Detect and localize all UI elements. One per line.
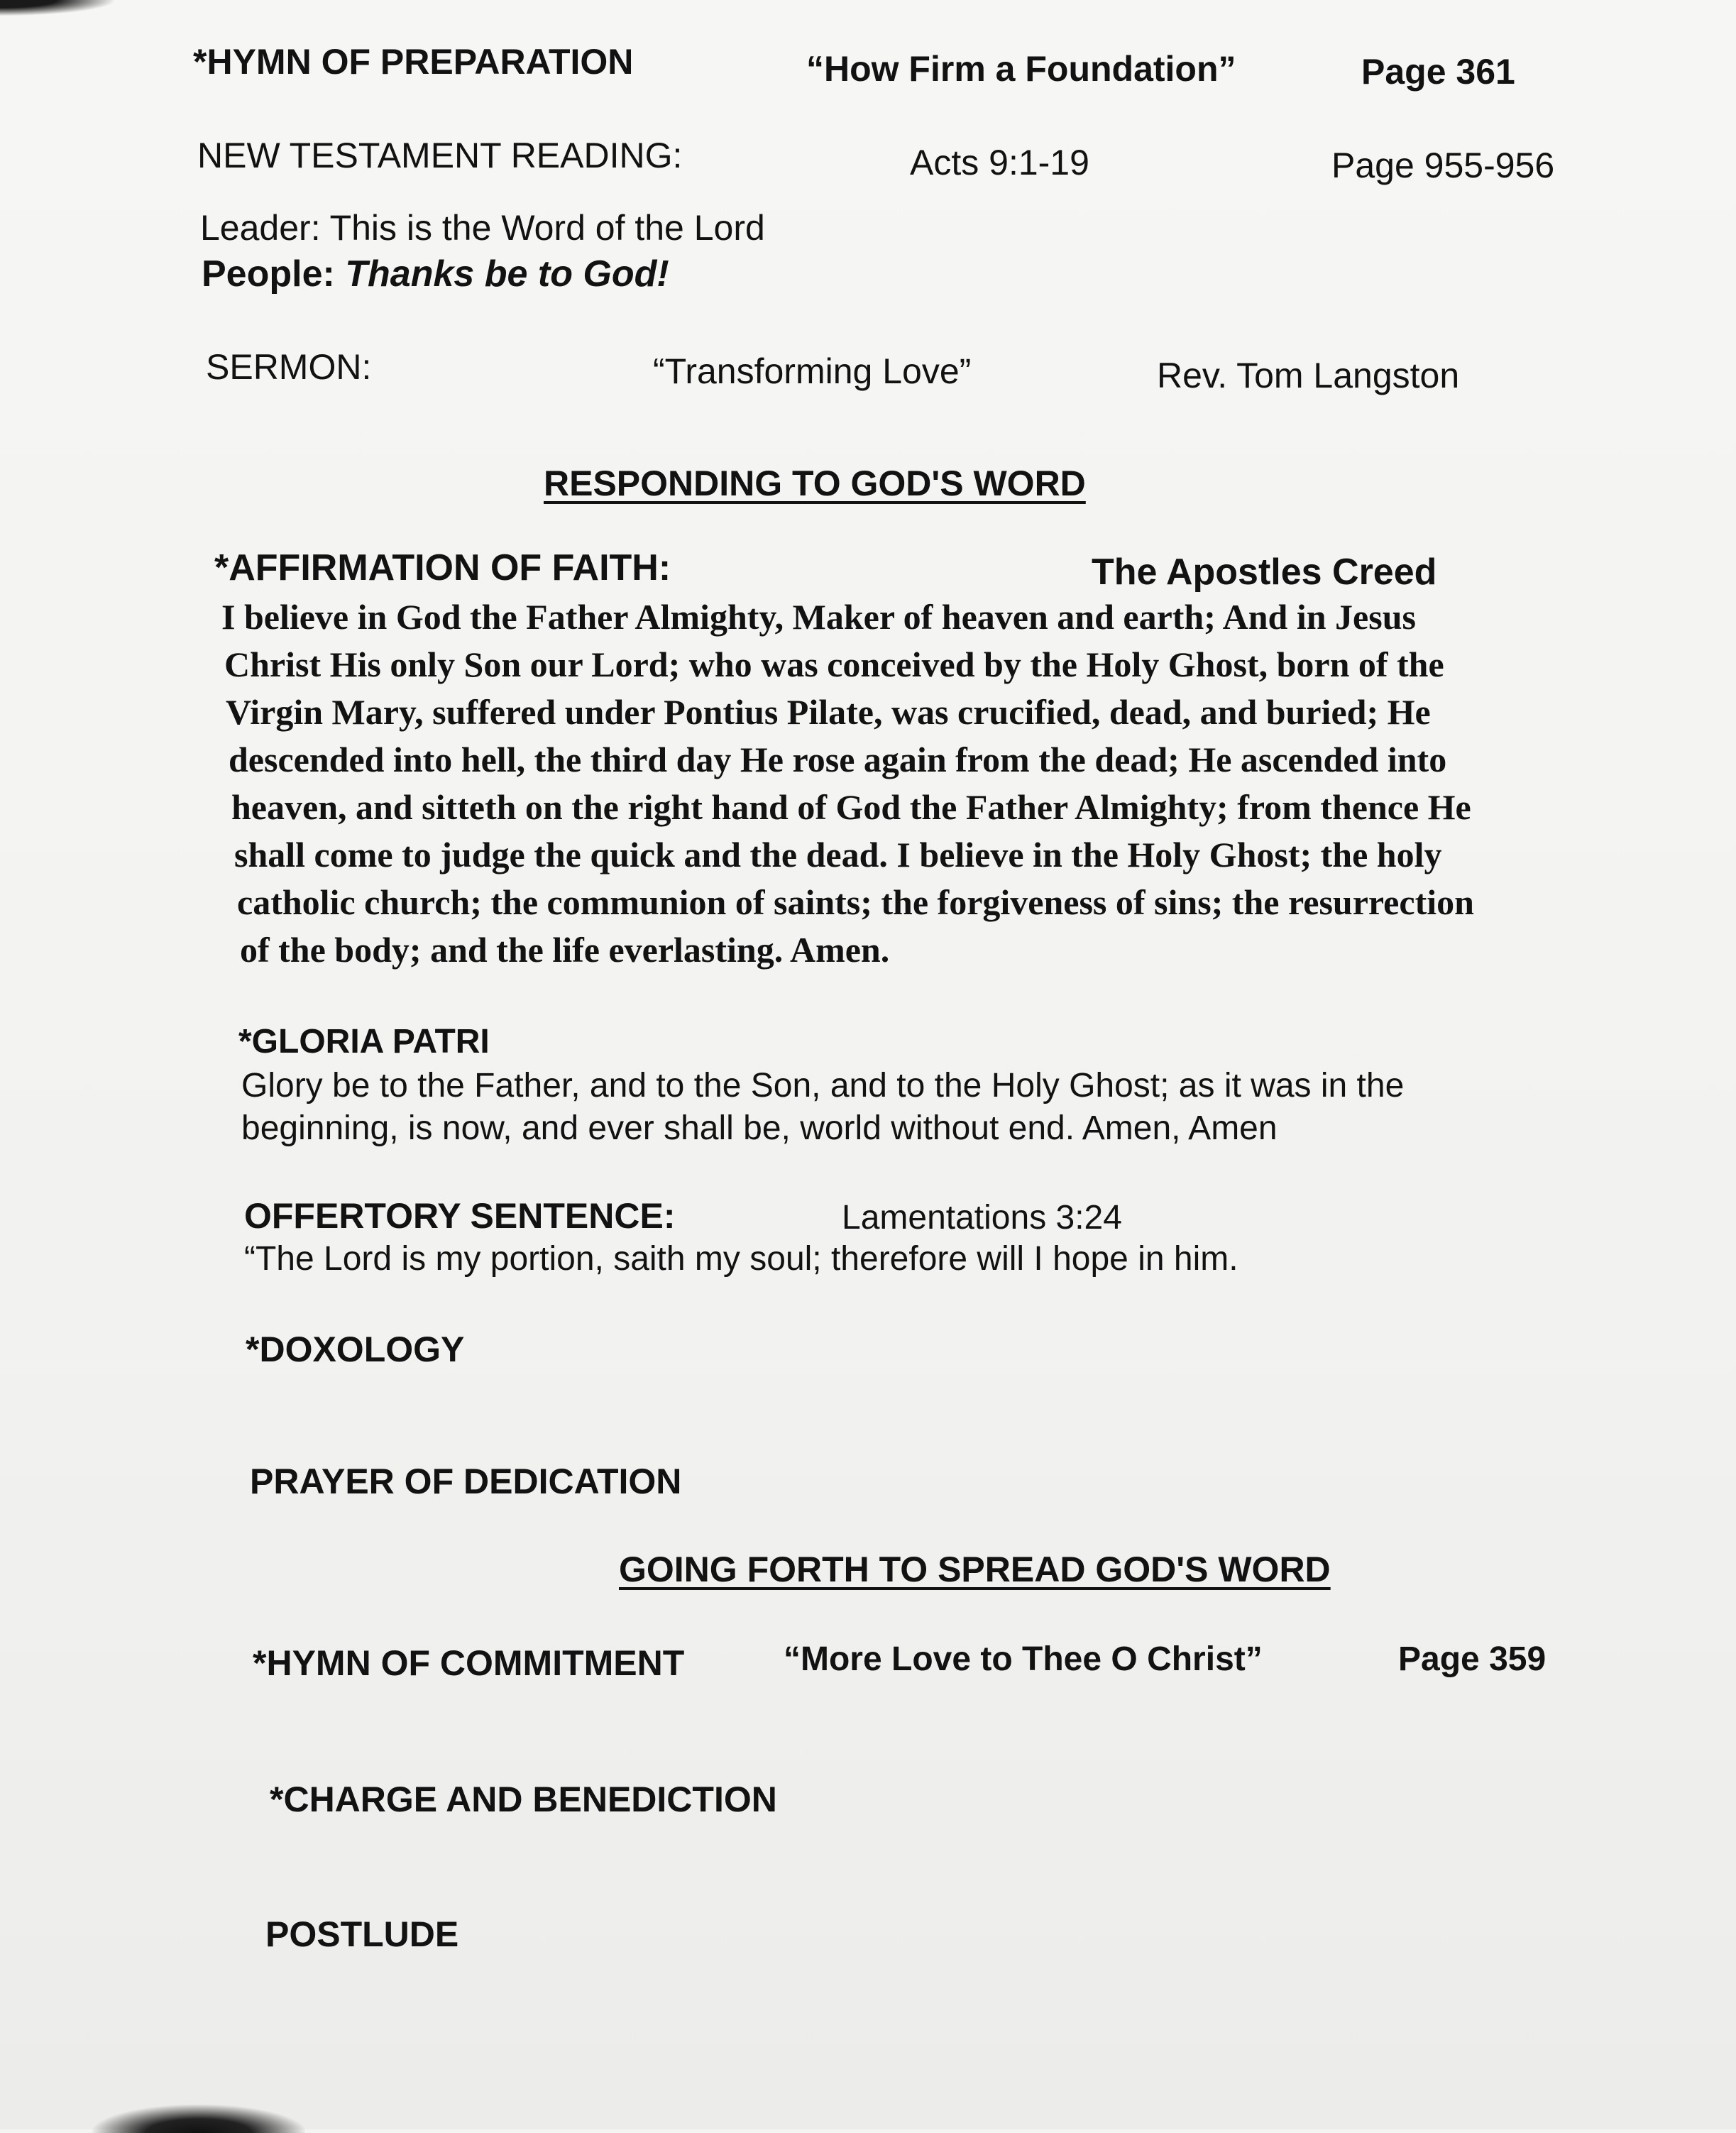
scan-shadow-top <box>0 0 114 16</box>
prayer-dedication-label: PRAYER OF DEDICATION <box>250 1462 682 1501</box>
sermon-title: “Transforming Love” <box>653 351 972 391</box>
gloria-label: *GLORIA PATRI <box>238 1023 490 1060</box>
creed-line-3: Virgin Mary, suffered under Pontius Pilate, was crucified, dead, and buried; He <box>226 692 1431 732</box>
section-responding-heading: RESPONDING TO GOD'S WORD <box>544 464 1086 503</box>
section-going-forth-heading: GOING FORTH TO SPREAD GOD'S WORD <box>619 1550 1331 1589</box>
gloria-line-1: Glory be to the Father, and to the Son, and to the Holy Ghost; as it was in the <box>241 1067 1405 1104</box>
offertory-label: OFFERTORY SENTENCE: <box>244 1196 676 1236</box>
sermon-label: SERMON: <box>206 347 372 387</box>
creed-line-7: catholic church; the communion of saints; the forgiveness of sins; the resurrection <box>237 882 1474 922</box>
hymn-commitment-page: Page 359 <box>1398 1640 1547 1678</box>
creed-line-1: I believe in God the Father Almighty, Maker of heaven and earth; And in Jesus <box>221 597 1416 637</box>
people-response: Thanks be to God! <box>345 253 669 295</box>
hymn-preparation-title: “How Firm a Foundation” <box>806 49 1236 89</box>
hymn-preparation-label: *HYMN OF PREPARATION <box>193 42 634 82</box>
creed-line-6: shall come to judge the quick and the dead. I believe in the Holy Ghost; the holy <box>234 835 1442 874</box>
creed-line-4: descended into hell, the third day He rose again from the dead; He ascended into <box>229 740 1447 779</box>
offertory-text: “The Lord is my portion, saith my soul; therefore will I hope in him. <box>244 1240 1238 1278</box>
affirmation-title: The Apostles Creed <box>1092 552 1437 593</box>
people-label: People: <box>202 253 346 295</box>
creed-line-5: heaven, and sitteth on the right hand of God the Father Almighty; from thence He <box>231 787 1471 827</box>
charge-benediction-label: *CHARGE AND BENEDICTION <box>270 1780 777 1819</box>
hymn-preparation-page: Page 361 <box>1361 52 1515 92</box>
hymn-commitment-title: “More Love to Thee O Christ” <box>784 1640 1263 1678</box>
affirmation-label: *AFFIRMATION OF FAITH: <box>214 547 671 588</box>
people-line <box>202 253 669 295</box>
gloria-line-2: beginning, is now, and ever shall be, world without end. Amen, Amen <box>241 1109 1278 1147</box>
leader-line: Leader: This is the Word of the Lord <box>200 208 765 248</box>
sermon-preacher: Rev. Tom Langston <box>1157 356 1460 395</box>
nt-reading-reference: Acts 9:1-19 <box>910 143 1089 182</box>
creed-line-2: Christ His only Son our Lord; who was conceived by the Holy Ghost, born of the <box>224 645 1444 684</box>
nt-reading-label: NEW TESTAMENT READING: <box>197 136 683 175</box>
doxology-label: *DOXOLOGY <box>246 1329 465 1369</box>
creed-line-8: of the body; and the life everlasting. Amen. <box>240 930 890 970</box>
offertory-reference: Lamentations 3:24 <box>842 1199 1122 1237</box>
nt-reading-page: Page 955-956 <box>1331 146 1555 185</box>
scan-shadow-bottom <box>92 2105 305 2133</box>
hymn-commitment-label: *HYMN OF COMMITMENT <box>253 1643 685 1683</box>
postlude-label: POSTLUDE <box>265 1914 459 1954</box>
